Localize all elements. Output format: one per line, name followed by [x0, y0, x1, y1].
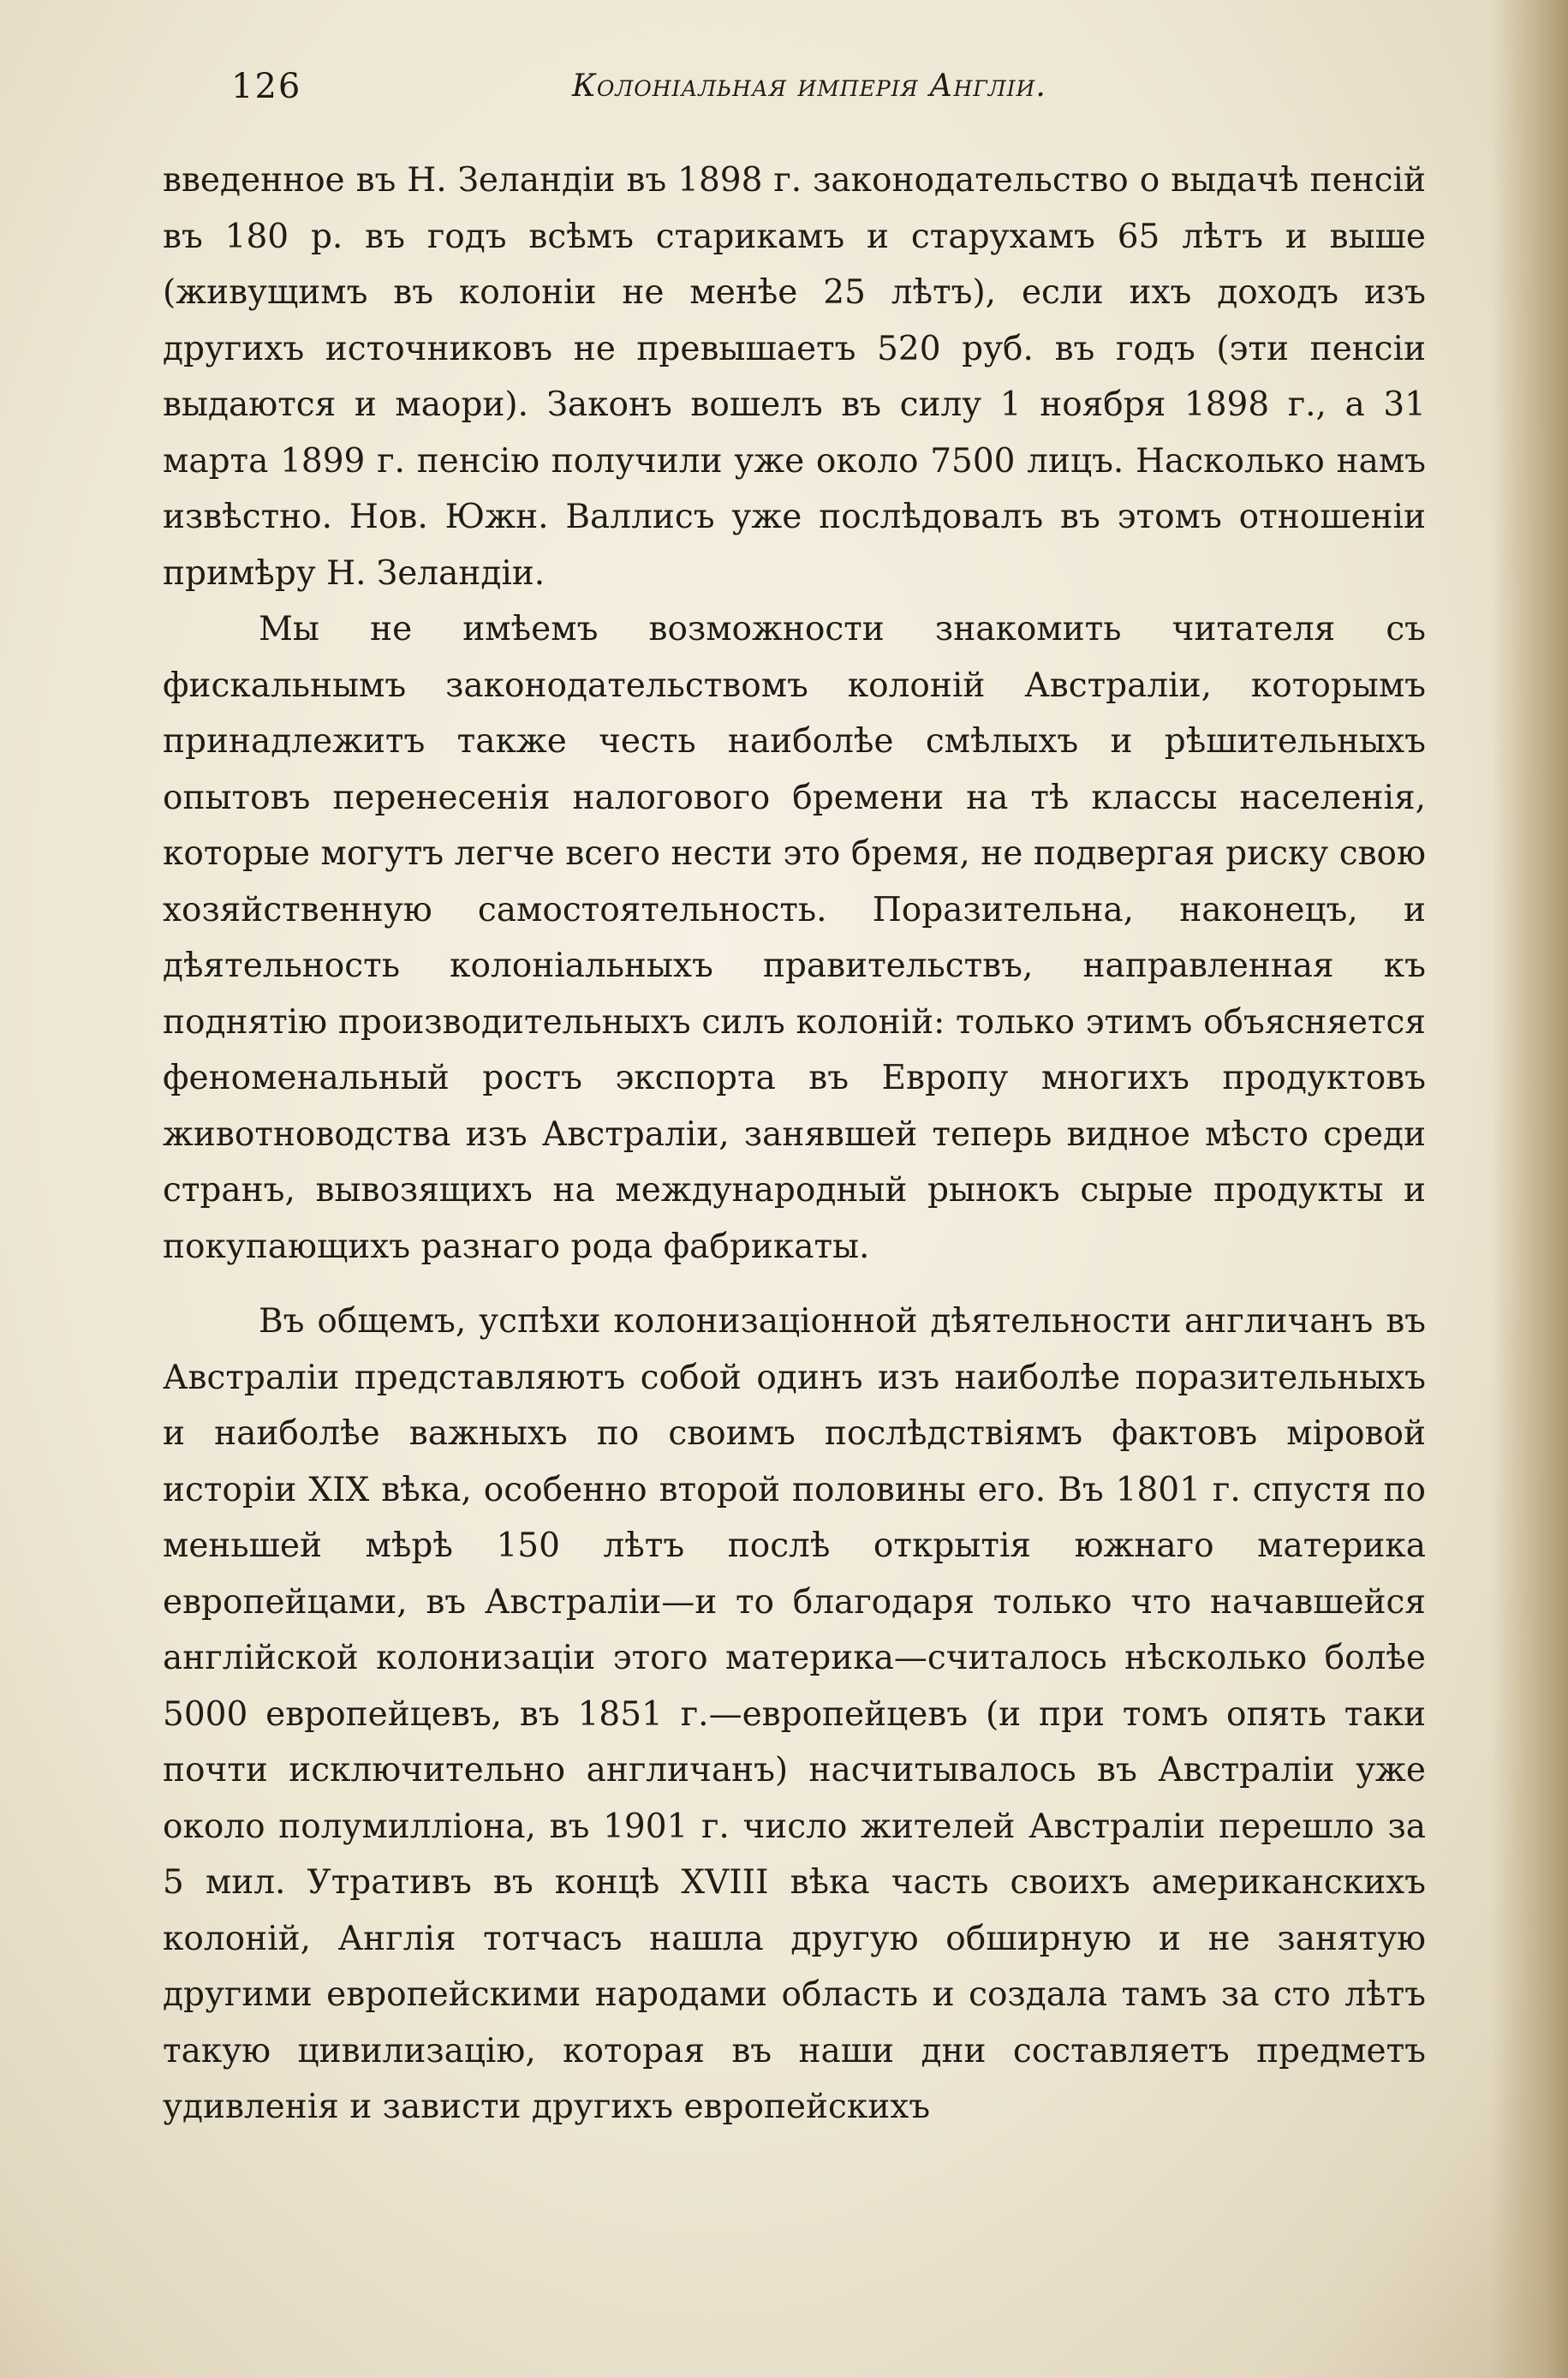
paragraph-continuation: введенное въ Н. Зеландіи въ 1898 г. законодательство о выдачѣ пенсій въ 180 р. въ годъ всѣмъ старикамъ и старухамъ 65 лѣтъ и выше (живущимъ въ колоніи не менѣе 25 лѣтъ), если ихъ доходъ изъ другихъ источниковъ не превышаетъ 520 руб. въ годъ (эти пенсіи выдаются и маори). Законъ вошелъ въ силу 1 ноября 1898 г., а 31 марта 1899 г. пенсію получили уже около 7500 лицъ. Насколько намъ извѣстно. Нов. Южн. Валлисъ уже послѣдовалъ въ этомъ отношеніи примѣру Н. Зеландіи. — [163, 161, 1426, 593]
paragraph-colonization-success: Въ общемъ, успѣхи колонизаціонной дѣятельности англичанъ въ Австраліи представляютъ собой одинъ изъ наиболѣе поразительныхъ и наиболѣе важныхъ по своимъ послѣдствіямъ фактовъ міровой исторіи XIX вѣка, особенно второй половины его. Въ 1801 г. спустя по меньшей мѣрѣ 150 лѣтъ послѣ открытія южнаго материка европейцами, въ Австраліи—и то благодаря только что начавшейся англійской колонизаціи этого материка—считалось нѣсколько болѣе 5000 европейцевъ, въ 1851 г.—европейцевъ (и при томъ опять таки почти исключительно англичанъ) насчитывалось въ Австраліи уже около полумилліона, въ 1901 г. число жителей Австраліи перешло за 5 мил. Утративъ въ концѣ XVIII вѣка часть своихъ американскихъ колоній, Англія тотчасъ нашла другую обширную и не занятую другими европейскими народами область и создала тамъ за сто лѣтъ такую цивилизацію, которая въ наши дни составляетъ предметъ удивленія и зависти другихъ европейскихъ — [163, 1302, 1426, 2126]
running-title: Колоніальная имперія Англіи. — [572, 69, 1046, 104]
paragraph-fiscal-legislation: Мы не имѣемъ возможности знакомить читателя съ фискальнымъ законодательствомъ колоній Австраліи, которымъ принадлежитъ также честь наиболѣе смѣлыхъ и рѣшительныхъ опытовъ перенесенія налогового бремени на тѣ классы населенія, которые могутъ легче всего нести это бремя, не подвергая риску свою хозяйственную самостоятельность. Поразительна, наконецъ, и дѣятельность колоніальныхъ правительствъ, направленная къ поднятію производительныхъ силъ колоній: только этимъ объясняется феноменальный ростъ экспорта въ Европу многихъ продуктовъ животноводства изъ Австраліи, занявшей теперь видное мѣсто среди странъ, вывозящихъ на международный рынокъ сырые продукты и покупающихъ разнаго рода фабрикаты. — [163, 610, 1426, 1266]
body-text — [163, 152, 1426, 2345]
page-edge-shadow — [1491, 0, 1568, 2378]
running-head — [0, 67, 1568, 118]
page-number: 126 — [231, 67, 302, 106]
